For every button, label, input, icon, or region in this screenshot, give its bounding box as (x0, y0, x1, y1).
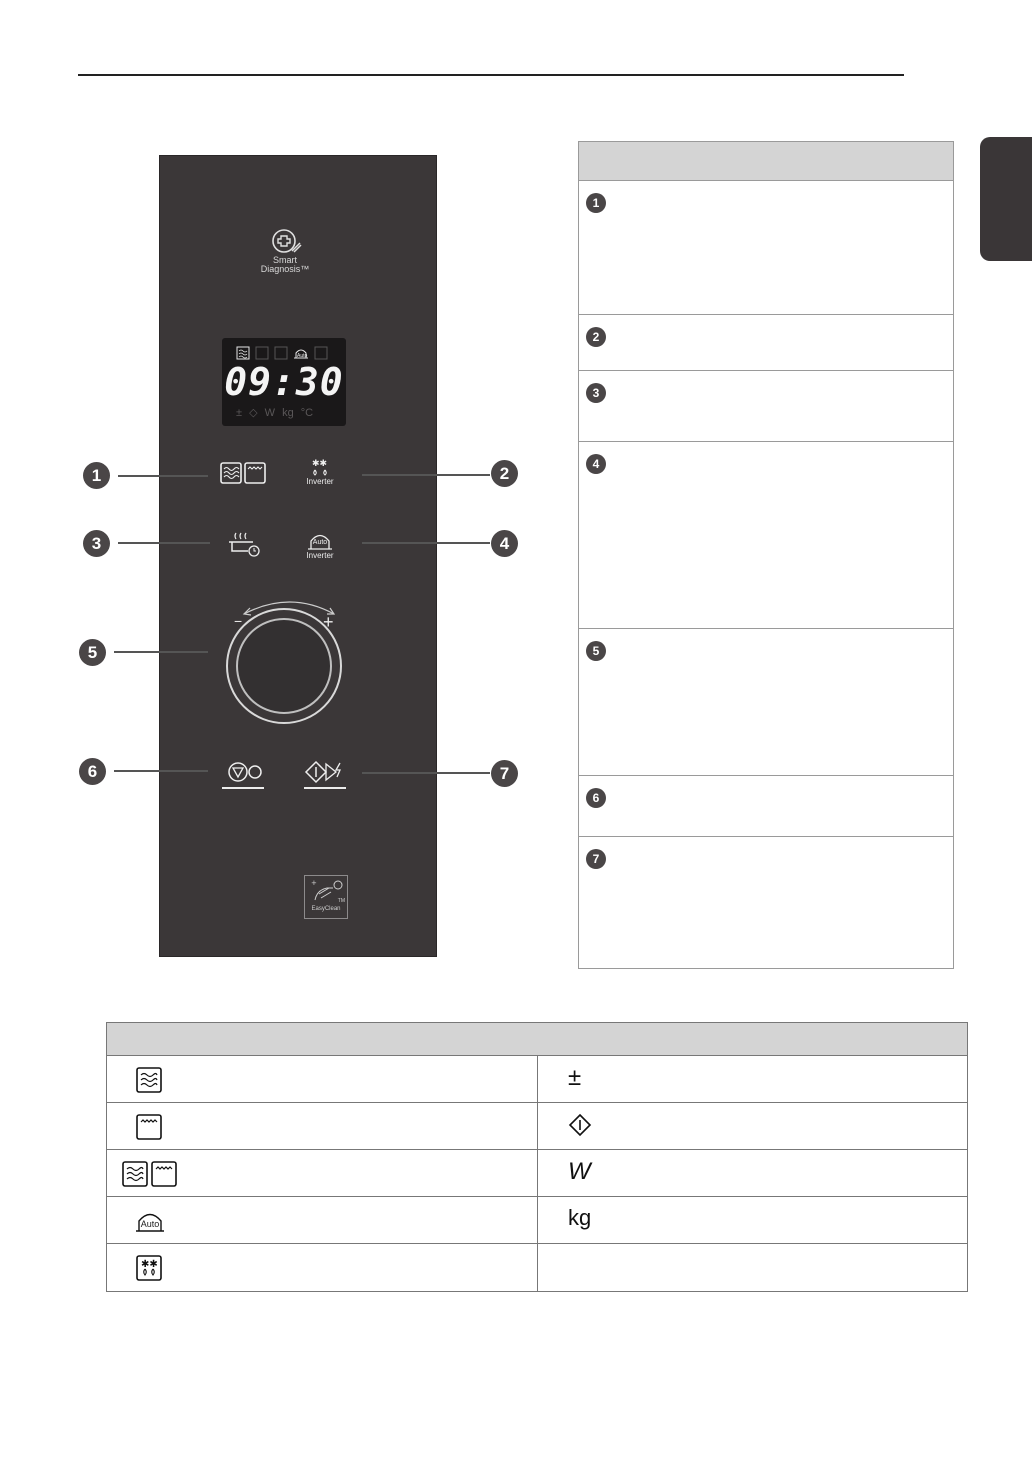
watt-symbol: W (568, 1158, 591, 1185)
icon-cell-right (538, 1150, 969, 1196)
display-mode-icons (236, 346, 332, 360)
watt-indicator: W (264, 407, 276, 419)
auto-cook-icon-text: Auto (312, 539, 328, 546)
microwave-grill-icon (220, 461, 268, 485)
kg-indicator: kg (282, 407, 294, 419)
inverter-defrost-button[interactable] (300, 457, 340, 491)
row-number-badge: 2 (586, 327, 606, 347)
description-row-3 (579, 371, 953, 442)
icon-row-2 (107, 1103, 967, 1150)
top-rule (78, 74, 904, 76)
icon-cell-right (538, 1056, 969, 1102)
start-button[interactable] (304, 760, 348, 784)
smart-diagnosis-line2: Diagnosis™ (260, 264, 310, 274)
leader-line-5 (114, 651, 208, 653)
icon-row-1 (107, 1056, 967, 1103)
callout-1: 1 (83, 462, 110, 489)
cook-mode-button[interactable] (220, 461, 268, 485)
plus-minus-indicator: ± (236, 407, 243, 419)
callout-4: 4 (491, 530, 518, 557)
icon-cell-left (107, 1150, 538, 1196)
callout-2: 2 (491, 460, 518, 487)
icon-cell-left (107, 1103, 538, 1149)
steam-timer-button[interactable] (226, 530, 266, 560)
dial-minus-sign: − (234, 613, 243, 629)
icon-cell-right (538, 1244, 969, 1291)
microwave-icon (135, 1066, 163, 1094)
auto-cook-label: Inverter (306, 551, 334, 560)
easyclean-tm: TM (337, 898, 345, 904)
stop-eco-icon (226, 760, 266, 784)
icon-row-5 (107, 1244, 967, 1291)
display-icon-table (106, 1022, 968, 1292)
description-row-6 (579, 776, 953, 837)
combi-icon (121, 1160, 179, 1188)
description-row-7 (579, 837, 953, 968)
auto-cook-button[interactable] (300, 529, 340, 563)
control-panel (159, 155, 437, 957)
start-diamond-icon (568, 1113, 592, 1137)
svg-text:✱✱: ✱✱ (141, 1259, 158, 1270)
start-quick-icon (304, 760, 348, 784)
defrost-icon (135, 1254, 163, 1282)
leader-line-7 (362, 772, 490, 774)
start-button-underline (304, 787, 346, 789)
svg-text:Auto: Auto (297, 353, 308, 359)
icon-cell-left (107, 1197, 538, 1243)
dial-knob[interactable] (236, 618, 332, 714)
easyclean-label: EasyClean (311, 906, 341, 912)
row-number-badge: 4 (586, 454, 606, 474)
celsius-indicator: °C (300, 407, 314, 419)
button-description-table (578, 141, 954, 969)
leader-line-4 (362, 542, 490, 544)
leader-line-2 (362, 474, 490, 476)
icon-cell-right (538, 1197, 969, 1243)
grill-icon (135, 1113, 163, 1141)
start-indicator-icon: ◇ (249, 407, 258, 419)
callout-6: 6 (79, 758, 106, 785)
inverter-defrost-label: Inverter (306, 477, 334, 486)
callout-3: 3 (83, 530, 110, 557)
easyclean-badge (304, 875, 348, 919)
stop-clear-button[interactable] (226, 760, 266, 784)
row-number-badge: 5 (586, 641, 606, 661)
display-time: 09:30 (224, 360, 344, 404)
dial-plus-sign: + (323, 612, 334, 632)
row-number-badge: 1 (586, 193, 606, 213)
row-number-badge: 7 (586, 849, 606, 869)
icon-cell-right (538, 1103, 969, 1149)
stop-button-underline (222, 787, 264, 789)
auto-cook-icon-text: Auto (140, 1219, 160, 1229)
plus-minus-symbol: ± (568, 1064, 582, 1091)
icon-cell-left (107, 1056, 538, 1102)
leader-line-1 (118, 475, 208, 477)
description-row-1 (579, 181, 953, 315)
section-tab (980, 137, 1032, 261)
icon-cell-left (107, 1244, 538, 1291)
leader-line-6 (114, 770, 208, 772)
icon-row-3 (107, 1150, 967, 1197)
leader-line-3 (118, 542, 210, 544)
row-number-badge: 6 (586, 788, 606, 808)
icon-table-header (107, 1023, 967, 1056)
callout-7: 7 (491, 760, 518, 787)
kg-symbol: kg (568, 1205, 592, 1230)
control-dial[interactable] (226, 608, 342, 724)
description-row-2 (579, 315, 953, 371)
row-number-badge: 3 (586, 383, 606, 403)
description-row-4 (579, 442, 953, 629)
callout-5: 5 (79, 639, 106, 666)
svg-text:✱✱: ✱✱ (312, 459, 328, 469)
description-row-5 (579, 629, 953, 776)
lcd-display (222, 338, 346, 426)
steam-pot-timer-icon (226, 530, 266, 560)
smart-diagnosis-label (240, 256, 330, 274)
display-indicators (236, 406, 336, 420)
description-table-header (579, 142, 953, 181)
smart-diagnosis-line1: Smart (272, 255, 297, 265)
icon-row-4 (107, 1197, 967, 1244)
svg-text:+: + (311, 879, 317, 887)
